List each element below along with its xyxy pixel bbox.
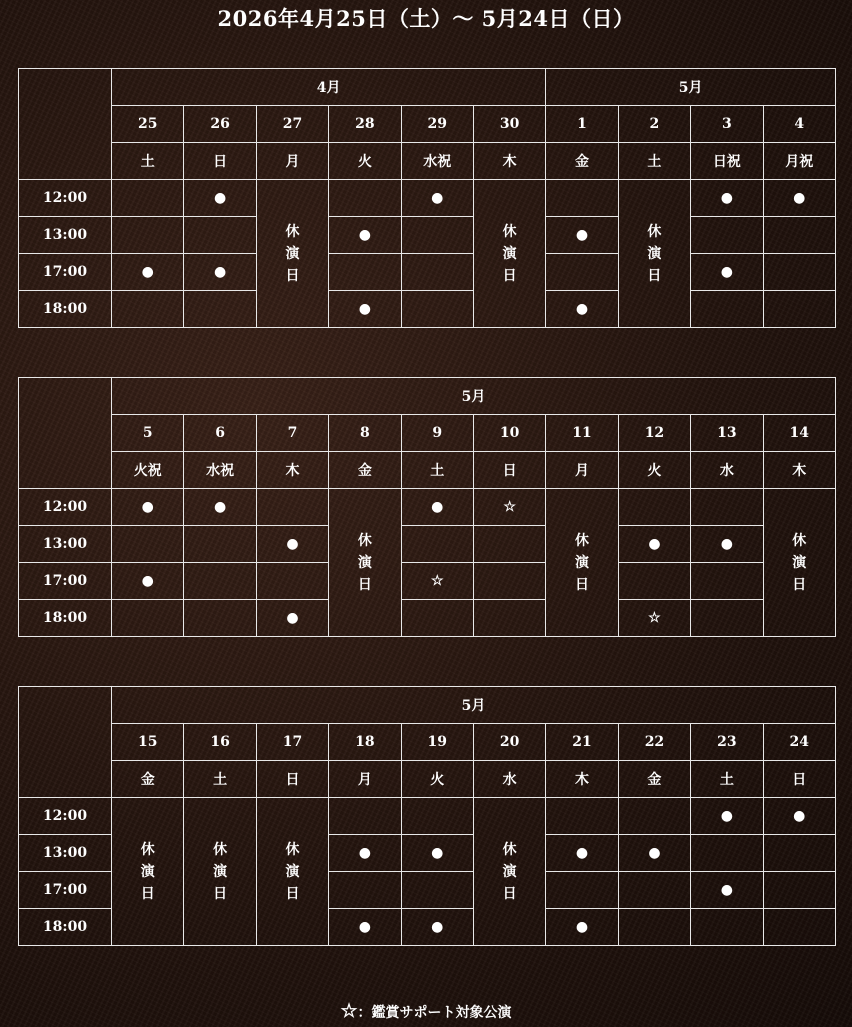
date-cell: 30 [473, 106, 545, 143]
performance-dot: ● [763, 798, 835, 835]
empty-slot [329, 254, 401, 291]
empty-slot [112, 180, 184, 217]
weekday-cell: 日 [256, 761, 328, 798]
weekday-cell: 火 [329, 143, 401, 180]
date-cell: 5 [112, 415, 184, 452]
empty-slot [329, 180, 401, 217]
support-star: ☆ [618, 600, 690, 637]
closed-day-char: 休 [575, 532, 590, 549]
empty-slot [618, 909, 690, 946]
date-cell: 16 [184, 724, 256, 761]
closed-day-cell [256, 180, 328, 328]
empty-slot [763, 835, 835, 872]
weekday-cell: 木 [546, 761, 618, 798]
date-cell: 22 [618, 724, 690, 761]
closed-day-char: 演 [213, 863, 228, 880]
weekday-cell: 月 [256, 143, 328, 180]
weekday-cell: 水祝 [401, 143, 473, 180]
empty-slot [763, 909, 835, 946]
empty-slot [184, 563, 256, 600]
month-header: 4月 [112, 69, 546, 106]
performance-dot: ● [401, 835, 473, 872]
month-header: 5月 [112, 378, 836, 415]
weekday-cell: 金 [546, 143, 618, 180]
empty-slot [401, 254, 473, 291]
performance-dot: ● [401, 180, 473, 217]
closed-day-char: 日 [792, 576, 807, 593]
empty-slot [763, 254, 835, 291]
weekday-cell: 木 [256, 452, 328, 489]
closed-day-char: 休 [285, 841, 300, 858]
empty-slot [473, 600, 545, 637]
weekday-cell: 水祝 [184, 452, 256, 489]
closed-day-char: 演 [792, 554, 807, 571]
empty-slot [546, 180, 618, 217]
closed-day-char: 日 [575, 576, 590, 593]
empty-slot [329, 872, 401, 909]
performance-dot: ● [401, 489, 473, 526]
time-label: 17:00 [19, 563, 112, 600]
performance-dot: ● [329, 909, 401, 946]
performance-dot: ● [691, 526, 763, 563]
weekday-cell: 火 [618, 452, 690, 489]
date-cell: 21 [546, 724, 618, 761]
date-cell: 19 [401, 724, 473, 761]
performance-dot: ● [546, 835, 618, 872]
date-cell: 27 [256, 106, 328, 143]
empty-slot [401, 291, 473, 328]
schedule-table-1 [18, 68, 836, 328]
weekday-cell: 日 [763, 761, 835, 798]
date-cell: 13 [691, 415, 763, 452]
date-cell: 3 [691, 106, 763, 143]
weekday-cell: 月 [546, 452, 618, 489]
empty-slot [401, 526, 473, 563]
performance-dot: ● [112, 489, 184, 526]
empty-slot [691, 835, 763, 872]
empty-slot [256, 563, 328, 600]
closed-day-char: 演 [502, 863, 517, 880]
empty-slot [401, 217, 473, 254]
date-cell: 18 [329, 724, 401, 761]
performance-dot: ● [329, 291, 401, 328]
schedule-table-2 [18, 377, 836, 637]
empty-slot [401, 798, 473, 835]
closed-day-char: 日 [285, 267, 300, 284]
time-label: 18:00 [19, 291, 112, 328]
empty-slot [184, 526, 256, 563]
empty-slot [618, 563, 690, 600]
performance-dot: ● [184, 254, 256, 291]
weekday-cell: 土 [401, 452, 473, 489]
closed-day-char: 日 [357, 576, 372, 593]
closed-day-char: 休 [792, 532, 807, 549]
header-corner [19, 687, 112, 798]
time-label: 13:00 [19, 526, 112, 563]
performance-dot: ● [112, 254, 184, 291]
weekday-cell: 水 [691, 452, 763, 489]
weekday-cell: 月 [329, 761, 401, 798]
weekday-cell: 土 [618, 143, 690, 180]
closed-day-char: 日 [502, 885, 517, 902]
closed-day-cell [112, 798, 184, 946]
closed-day-char: 演 [502, 245, 517, 262]
performance-dot: ● [618, 835, 690, 872]
date-cell: 1 [546, 106, 618, 143]
closed-day-char: 演 [357, 554, 372, 571]
header-corner [19, 69, 112, 180]
empty-slot [184, 217, 256, 254]
month-header: 5月 [112, 687, 836, 724]
date-cell: 28 [329, 106, 401, 143]
closed-day-cell [546, 489, 618, 637]
closed-day-cell [256, 798, 328, 946]
performance-dot: ● [546, 291, 618, 328]
empty-slot [763, 217, 835, 254]
star-icon: ☆ [340, 1000, 358, 1022]
closed-day-char: 日 [140, 885, 155, 902]
performance-dot: ● [546, 217, 618, 254]
closed-day-char: 演 [647, 245, 662, 262]
performance-dot: ● [112, 563, 184, 600]
date-cell: 10 [473, 415, 545, 452]
performance-dot: ● [256, 600, 328, 637]
performance-dot: ● [329, 217, 401, 254]
closed-day-cell [473, 180, 545, 328]
empty-slot [256, 489, 328, 526]
weekday-cell: 火祝 [112, 452, 184, 489]
performance-dot: ● [256, 526, 328, 563]
date-cell: 4 [763, 106, 835, 143]
empty-slot [112, 291, 184, 328]
performance-dot: ● [546, 909, 618, 946]
date-cell: 12 [618, 415, 690, 452]
date-cell: 14 [763, 415, 835, 452]
weekday-cell: 日 [184, 143, 256, 180]
closed-day-char: 休 [647, 223, 662, 240]
performance-dot: ● [618, 526, 690, 563]
time-label: 13:00 [19, 217, 112, 254]
empty-slot [546, 798, 618, 835]
empty-slot [112, 600, 184, 637]
closed-day-char: 演 [575, 554, 590, 571]
empty-slot [691, 489, 763, 526]
closed-day-char: 休 [285, 223, 300, 240]
date-cell: 25 [112, 106, 184, 143]
empty-slot [184, 291, 256, 328]
weekday-cell: 水 [473, 761, 545, 798]
empty-slot [691, 909, 763, 946]
empty-slot [691, 563, 763, 600]
empty-slot [546, 872, 618, 909]
date-cell: 2 [618, 106, 690, 143]
date-cell: 24 [763, 724, 835, 761]
performance-dot: ● [401, 909, 473, 946]
empty-slot [473, 526, 545, 563]
time-label: 17:00 [19, 872, 112, 909]
empty-slot [401, 600, 473, 637]
time-label: 18:00 [19, 600, 112, 637]
closed-day-char: 休 [213, 841, 228, 858]
closed-day-char: 演 [140, 863, 155, 880]
closed-day-cell [329, 489, 401, 637]
weekday-cell: 日祝 [691, 143, 763, 180]
schedule-table-3 [18, 686, 836, 946]
date-cell: 6 [184, 415, 256, 452]
header-corner [19, 378, 112, 489]
empty-slot [691, 291, 763, 328]
legend-text: ：鑑賞サポート対象公演 [357, 1005, 512, 1021]
closed-day-cell [618, 180, 690, 328]
empty-slot [691, 600, 763, 637]
time-label: 18:00 [19, 909, 112, 946]
empty-slot [329, 798, 401, 835]
support-star: ☆ [401, 563, 473, 600]
empty-slot [618, 489, 690, 526]
empty-slot [691, 217, 763, 254]
closed-day-char: 休 [502, 841, 517, 858]
closed-day-char: 演 [285, 245, 300, 262]
time-label: 13:00 [19, 835, 112, 872]
closed-day-char: 休 [357, 532, 372, 549]
performance-dot: ● [691, 180, 763, 217]
page-title: 2026年4月25日（土）～ 5月24日（日） [217, 6, 635, 31]
date-cell: 26 [184, 106, 256, 143]
weekday-cell: 金 [618, 761, 690, 798]
closed-day-char: 日 [647, 267, 662, 284]
date-cell: 9 [401, 415, 473, 452]
empty-slot [546, 254, 618, 291]
date-cell: 20 [473, 724, 545, 761]
performance-dot: ● [691, 254, 763, 291]
performance-dot: ● [329, 835, 401, 872]
date-cell: 7 [256, 415, 328, 452]
weekday-cell: 土 [184, 761, 256, 798]
performance-dot: ● [691, 798, 763, 835]
empty-slot [618, 872, 690, 909]
empty-slot [184, 600, 256, 637]
closed-day-char: 日 [502, 267, 517, 284]
date-cell: 8 [329, 415, 401, 452]
date-cell: 23 [691, 724, 763, 761]
empty-slot [112, 526, 184, 563]
date-cell: 11 [546, 415, 618, 452]
weekday-cell: 金 [329, 452, 401, 489]
weekday-cell: 木 [763, 452, 835, 489]
weekday-cell: 土 [112, 143, 184, 180]
month-header: 5月 [546, 69, 836, 106]
weekday-cell: 木 [473, 143, 545, 180]
weekday-cell: 日 [473, 452, 545, 489]
closed-day-cell [184, 798, 256, 946]
empty-slot [763, 872, 835, 909]
empty-slot [763, 291, 835, 328]
performance-dot: ● [691, 872, 763, 909]
time-label: 17:00 [19, 254, 112, 291]
empty-slot [112, 217, 184, 254]
date-cell: 29 [401, 106, 473, 143]
closed-day-char: 日 [285, 885, 300, 902]
closed-day-cell [473, 798, 545, 946]
support-star: ☆ [473, 489, 545, 526]
date-cell: 17 [256, 724, 328, 761]
performance-dot: ● [184, 180, 256, 217]
weekday-cell: 金 [112, 761, 184, 798]
weekday-cell: 月祝 [763, 143, 835, 180]
closed-day-char: 演 [285, 863, 300, 880]
time-label: 12:00 [19, 798, 112, 835]
empty-slot [618, 798, 690, 835]
closed-day-char: 日 [213, 885, 228, 902]
closed-day-char: 休 [140, 841, 155, 858]
time-label: 12:00 [19, 180, 112, 217]
empty-slot [473, 563, 545, 600]
empty-slot [401, 872, 473, 909]
weekday-cell: 火 [401, 761, 473, 798]
performance-dot: ● [763, 180, 835, 217]
time-label: 12:00 [19, 489, 112, 526]
legend [0, 998, 852, 1026]
closed-day-char: 休 [502, 223, 517, 240]
date-cell: 15 [112, 724, 184, 761]
weekday-cell: 土 [691, 761, 763, 798]
closed-day-cell [763, 489, 835, 637]
performance-dot: ● [184, 489, 256, 526]
